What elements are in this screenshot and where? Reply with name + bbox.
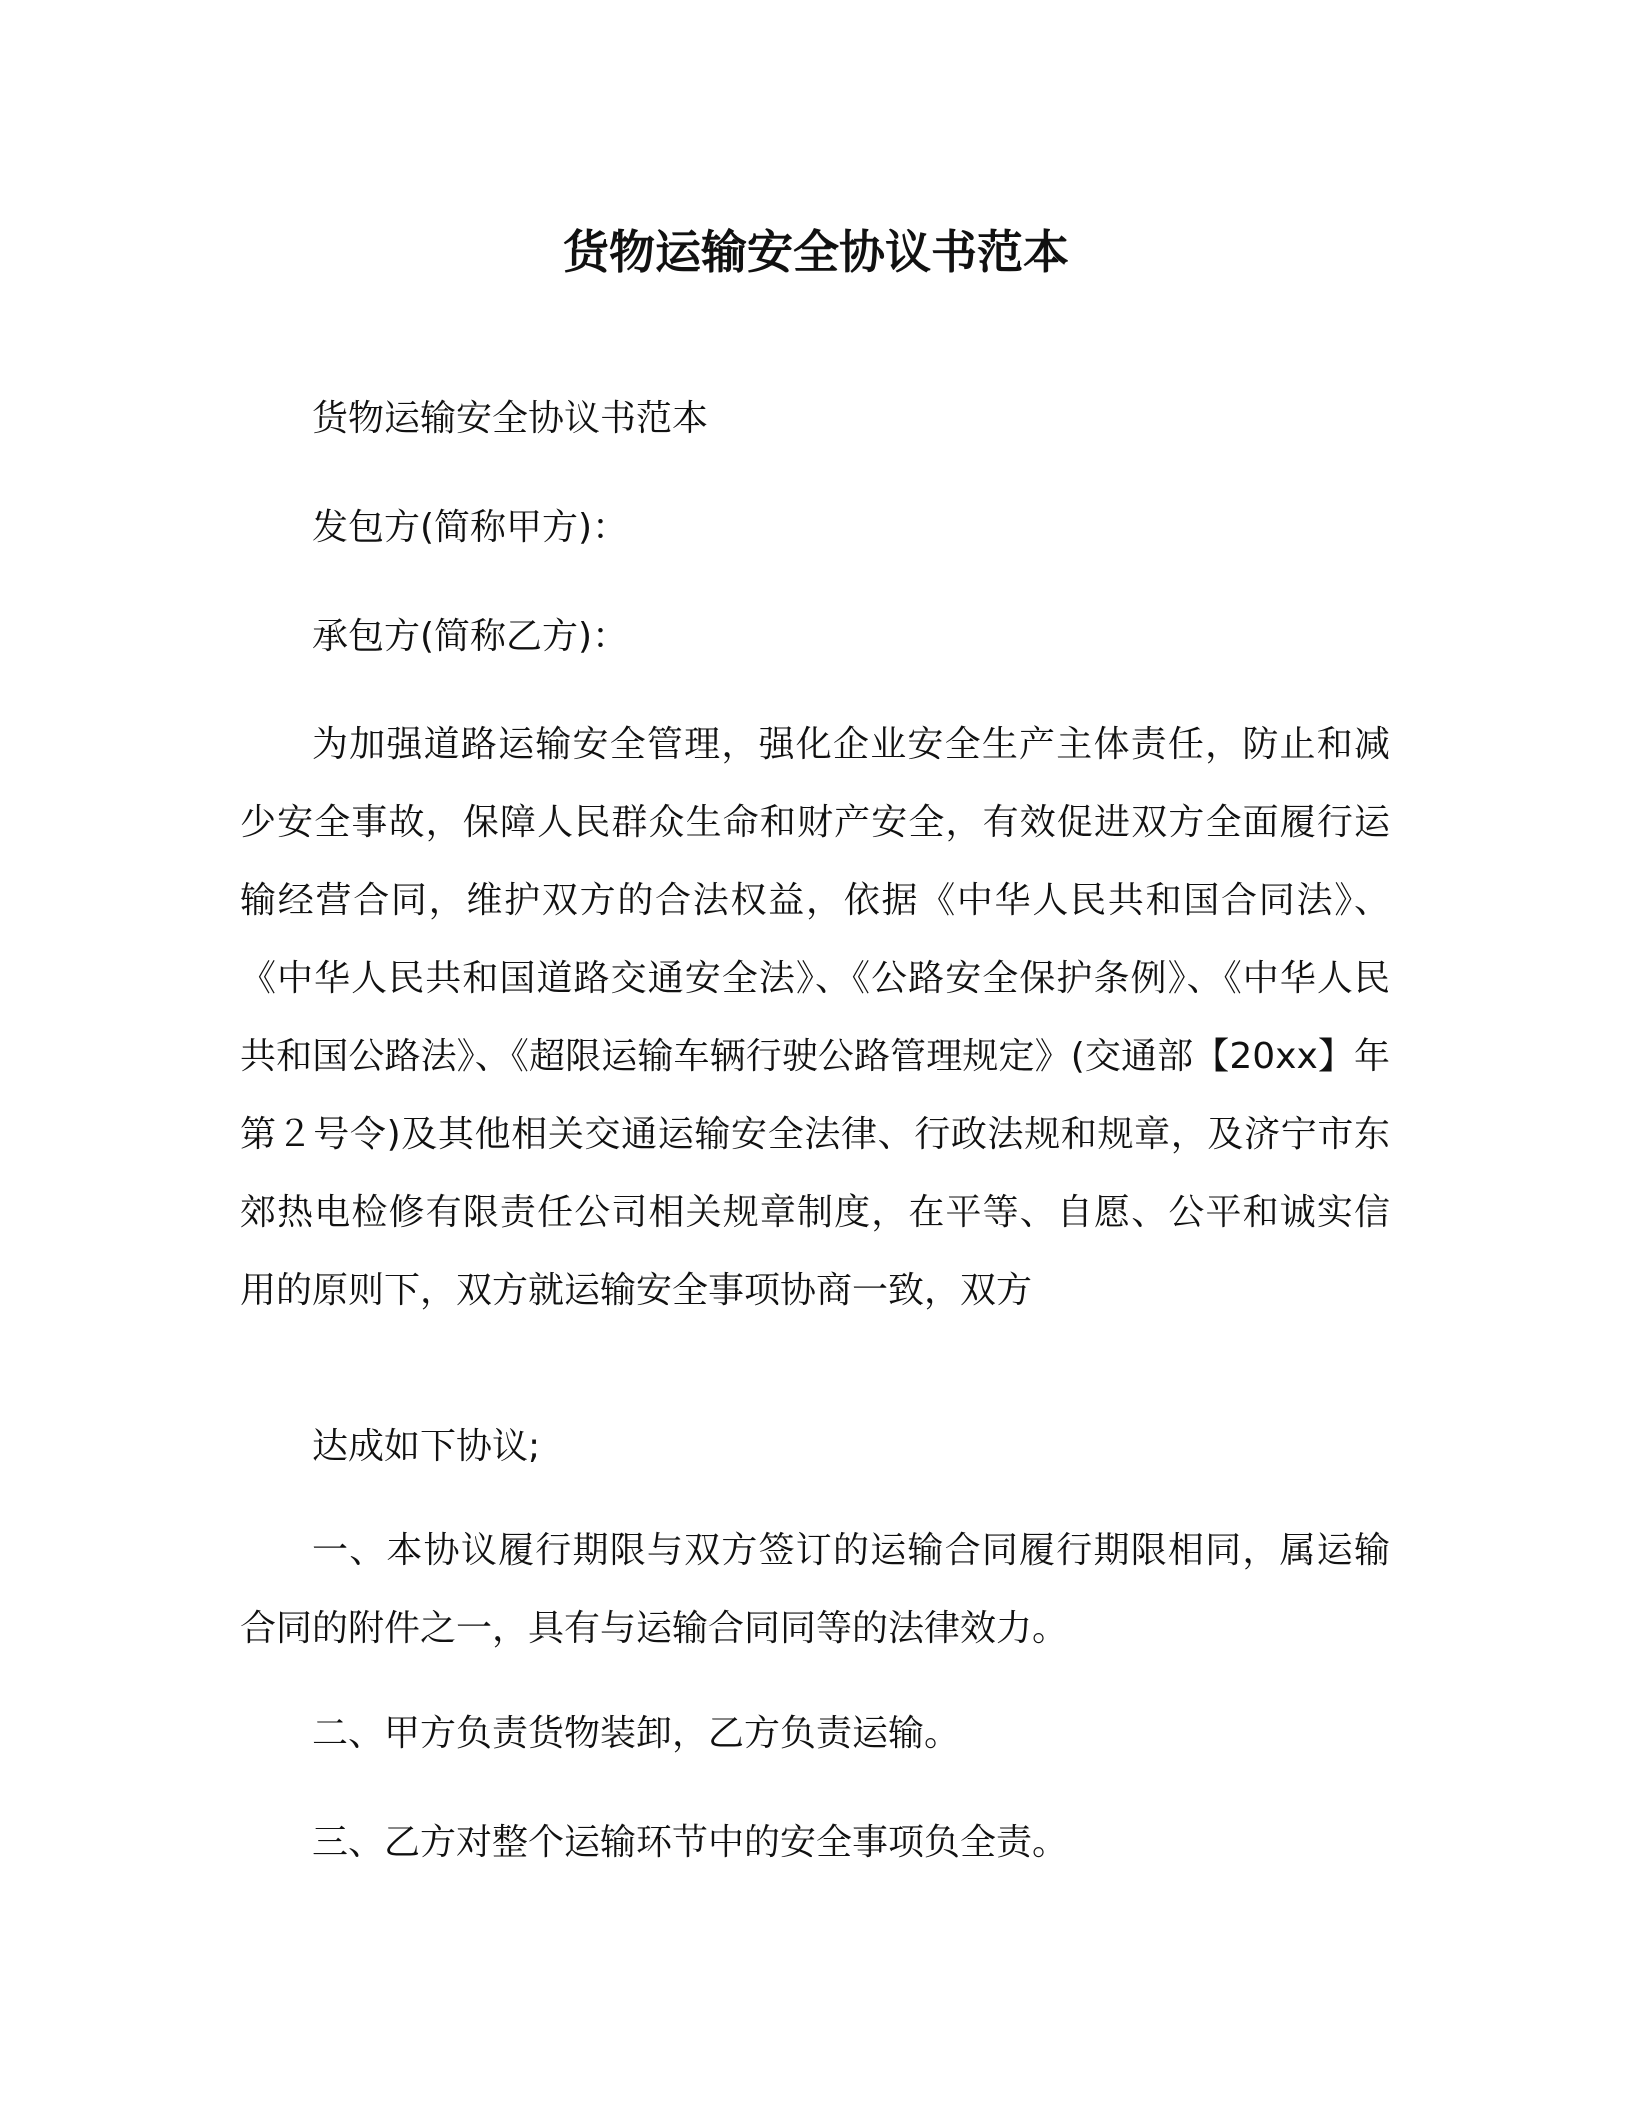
agreement-lead: 达成如下协议; <box>312 1426 541 1467</box>
party-a-line: 发包方(简称甲方)： <box>312 507 629 548</box>
document-title: 货物运输安全协议书范本 <box>563 225 1069 279</box>
clause-1-block <box>240 1512 1390 1668</box>
intro-paragraph: 为加强道路运输安全管理，强化企业安全生产主体责任，防止和减少安全事故，保障人民群众生命和财产安全，有效促进双方全面履行运输经营合同，维护双方的合法权益，依据《中华人民共和国合同法》、《中华人民共和国道路交通安全法》、《公路安全保护条例》、《中华人民共和国公路法》、《超限运输车辆行驶公路管理规定》(交通部【20xx】年第２号令)及其他相关交通运输安全法律、行政法规和规章，及济宁市东郊热电检修有限责任公司相关规章制度，在平等、自愿、公平和诚实信用的原则下，双方就运输安全事项协商一致，双方 <box>240 724 1390 1311</box>
intro-paragraph-block <box>240 706 1390 1330</box>
document-subtitle: 货物运输安全协议书范本 <box>312 398 709 439</box>
clause-2: 二、甲方负责货物装卸，乙方负责运输。 <box>312 1713 961 1754</box>
party-b-line: 承包方(简称乙方)： <box>312 616 629 657</box>
clause-1: 一、本协议履行期限与双方签订的运输合同履行期限相同，属运输合同的附件之一，具有与运输合同同等的法律效力。 <box>240 1530 1390 1649</box>
clause-3: 三、乙方对整个运输环节中的安全事项负全责。 <box>312 1822 1069 1863</box>
